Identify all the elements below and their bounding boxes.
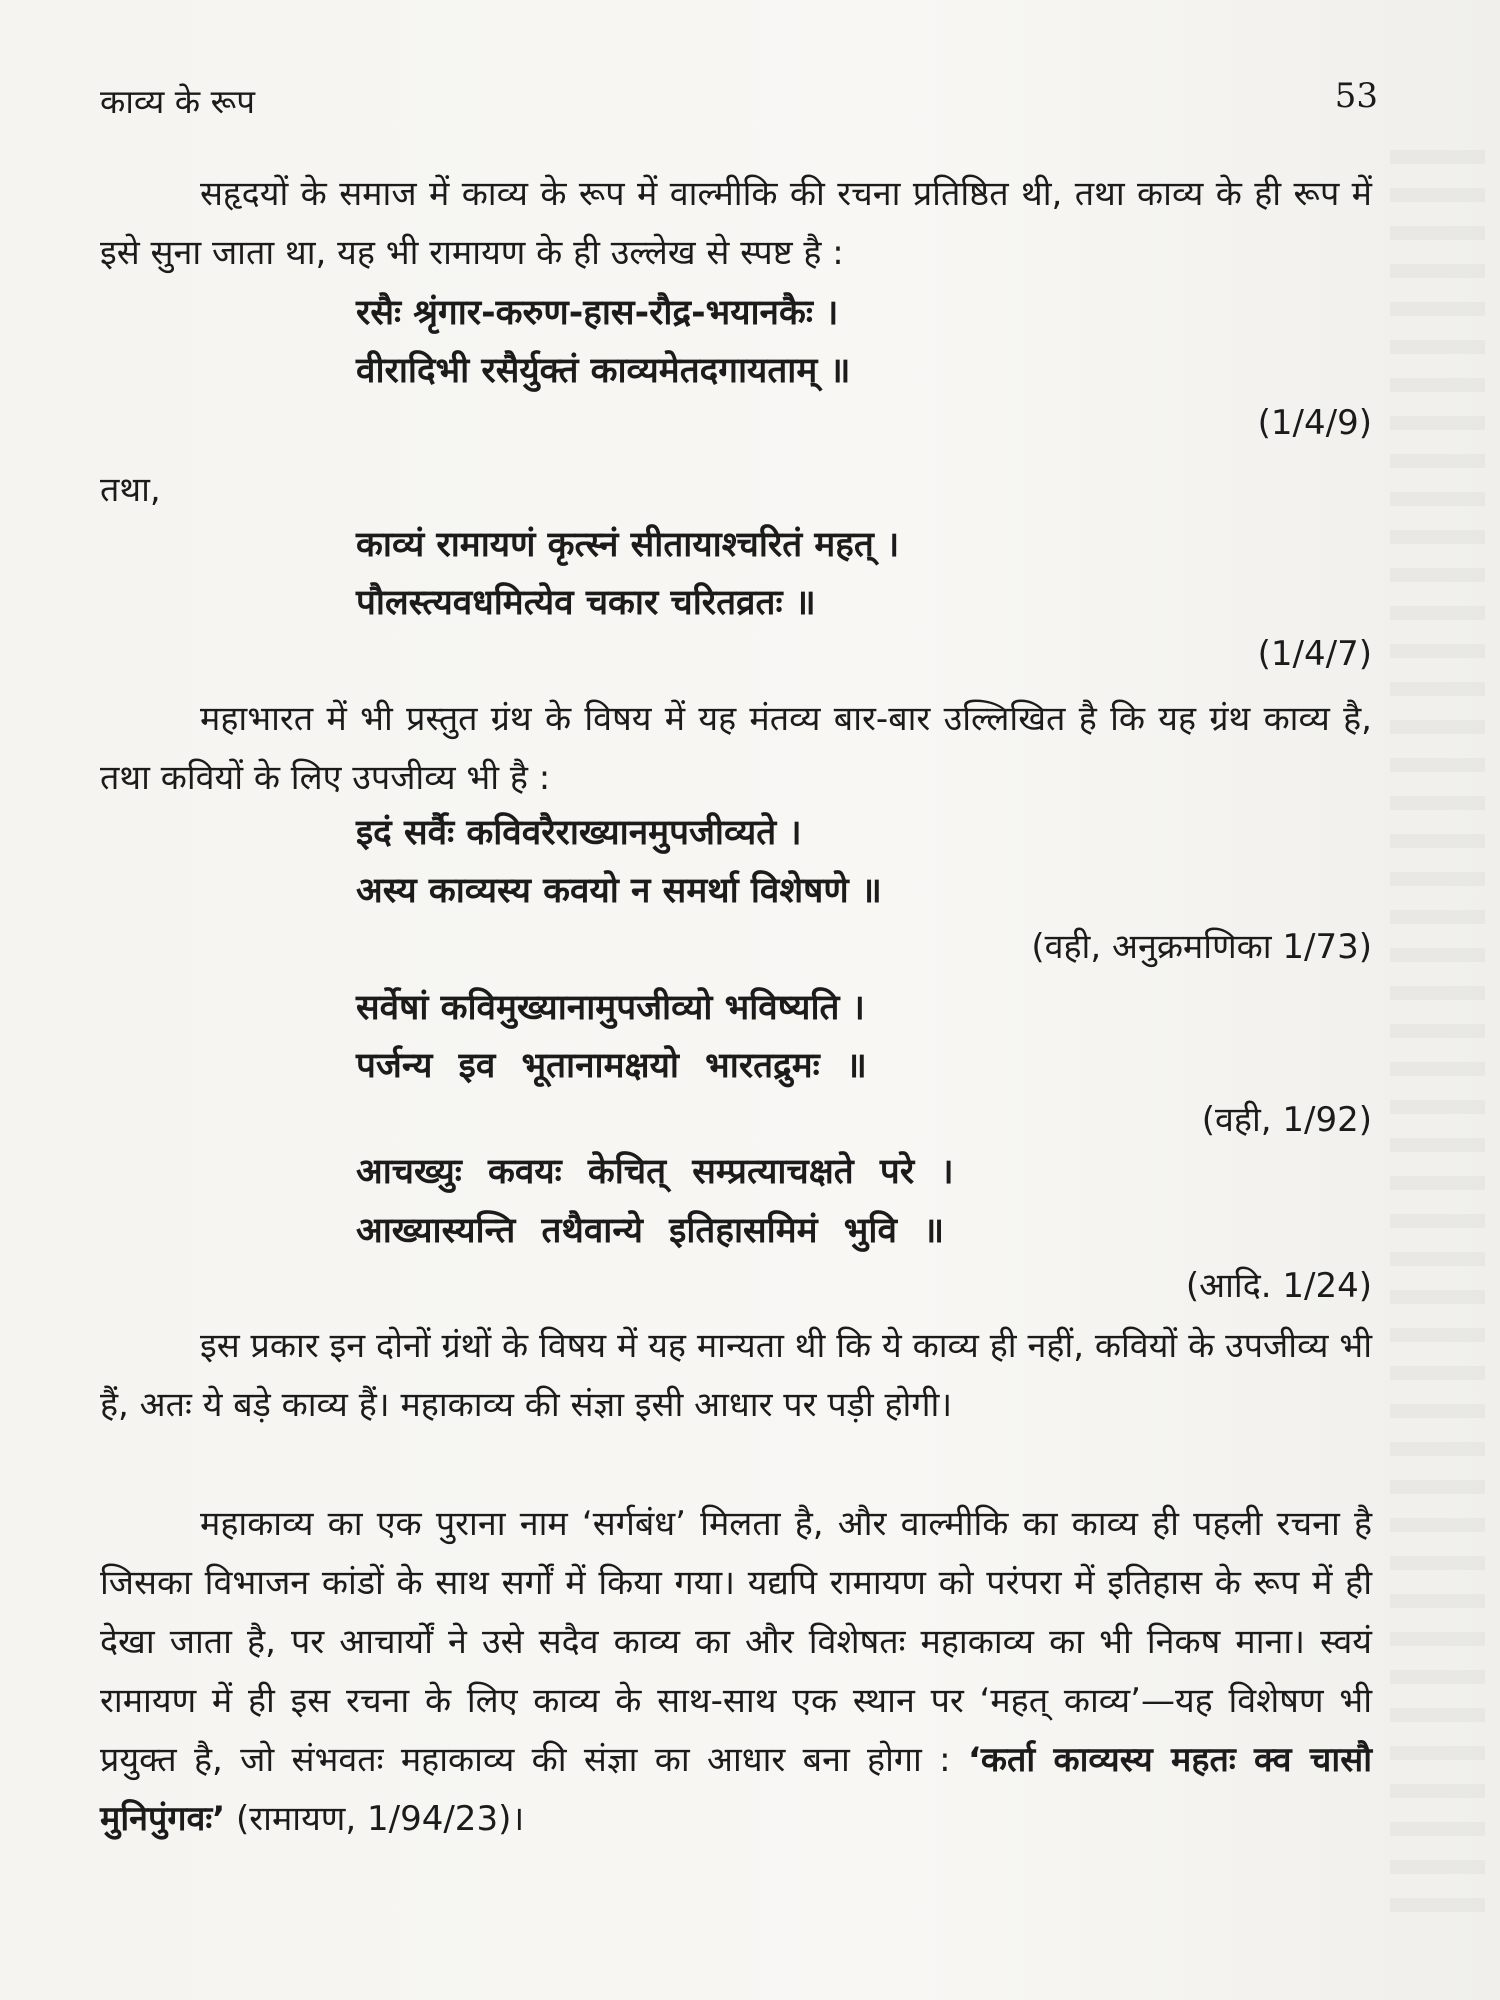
verse-4-line-1: सर्वेषां कविमुख्यानामुपजीव्यो भविष्यति । <box>356 988 865 1028</box>
paragraph-4-text: महाकाव्य का एक पुराना नाम ‘सर्गबंध’ मिलता है, और वाल्मीकि का काव्य ही पहली रचना है जिसका विभाजन कांडों के साथ सर्गों में किया गया। यद्यपि रामायण को परंपरा में इतिहास के रूप में ही देखा जाता है, पर आचार्यों ने उसे सदैव काव्य का और विशेषतः महाकाव्य का भी निकष माना। स्वयं रामायण में ही इस रचना के लिए काव्य के साथ-साथ एक स्थान पर ‘महत् काव्य’—यह विशेषण भी प्रयुक्त है, जो संभवतः महाकाव्य की संज्ञा का आधार बना होगा : <box>100 1504 1372 1780</box>
verse-3-line-1: इदं सर्वैः कविवरैराख्यानमुपजीव्यते । <box>356 813 802 853</box>
paragraph-1: सहृदयों के समाज में काव्य के रूप में वाल्मीकि की रचना प्रतिष्ठित थी, तथा काव्य के ही रूप में इसे सुना जाता था, यह भी रामायण के ही उल्लेख से स्पष्ट है : <box>100 174 1372 273</box>
ramayana-citation: (रामायण, 1/94/23)। <box>235 1799 525 1839</box>
verse-4-reference: (वही, 1/92) <box>1201 1100 1372 1140</box>
verse-5-line-2: आख्यास्यन्ति तथैवान्ये इतिहासमिमं भुवि ॥ <box>356 1211 945 1251</box>
verse-5-reference: (आदि. 1/24) <box>1185 1266 1372 1306</box>
show-through-text <box>1390 150 1485 1930</box>
verse-3-line-2: अस्य काव्यस्य कवयो न समर्था विशेषणे ॥ <box>356 871 882 911</box>
paragraph-2: महाभारत में भी प्रस्तुत ग्रंथ के विषय में यह मंतव्य बार-बार उल्लिखित है कि यह ग्रंथ काव्य है, तथा कवियों के लिए उपजीव्य भी है : <box>100 699 1372 798</box>
page-number: 53 <box>1334 76 1378 116</box>
verse-3-reference: (वही, अनुक्रमणिका 1/73) <box>1031 927 1372 967</box>
ramayana-quote: ‘कर्ता काव्यस्य महतः क्व चासौ मुनिपुंगवः’ <box>100 1740 1372 1839</box>
verse-4-line-2: पर्जन्य इव भूतानामक्षयो भारतद्रुमः ॥ <box>356 1046 867 1086</box>
verse-1-line-2: वीरादिभी रसैर्युक्तं काव्यमेतदगायताम् ॥ <box>356 351 851 391</box>
paragraph-3: इस प्रकार इन दोनों ग्रंथों के विषय में यह मान्यता थी कि ये काव्य ही नहीं, कवियों के उपजीव्य भी हैं, अतः ये बड़े काव्य हैं। महाकाव्य की संज्ञा इसी आधार पर पड़ी होगी। <box>100 1326 1372 1425</box>
paragraph-4 <box>100 1495 1372 1849</box>
verse-5-line-1: आचख्युः कवयः केचित् सम्प्रत्याचक्षते परे । <box>356 1152 954 1192</box>
verse-2-reference: (1/4/7) <box>1257 634 1372 674</box>
verse-1-reference: (1/4/9) <box>1257 403 1372 443</box>
tatha-label: तथा, <box>100 470 161 510</box>
verse-2-line-2: पौलस्त्यवधमित्येव चकार चरितव्रतः ॥ <box>356 583 816 623</box>
verse-2-line-1: काव्यं रामायणं कृत्स्नं सीतायाश्चरितं महत् । <box>356 525 900 565</box>
verse-1-line-1: रसैः श्रृंगार-करुण-हास-रौद्र-भयानकैः । <box>356 293 839 333</box>
running-header: काव्य के रूप <box>100 82 256 121</box>
